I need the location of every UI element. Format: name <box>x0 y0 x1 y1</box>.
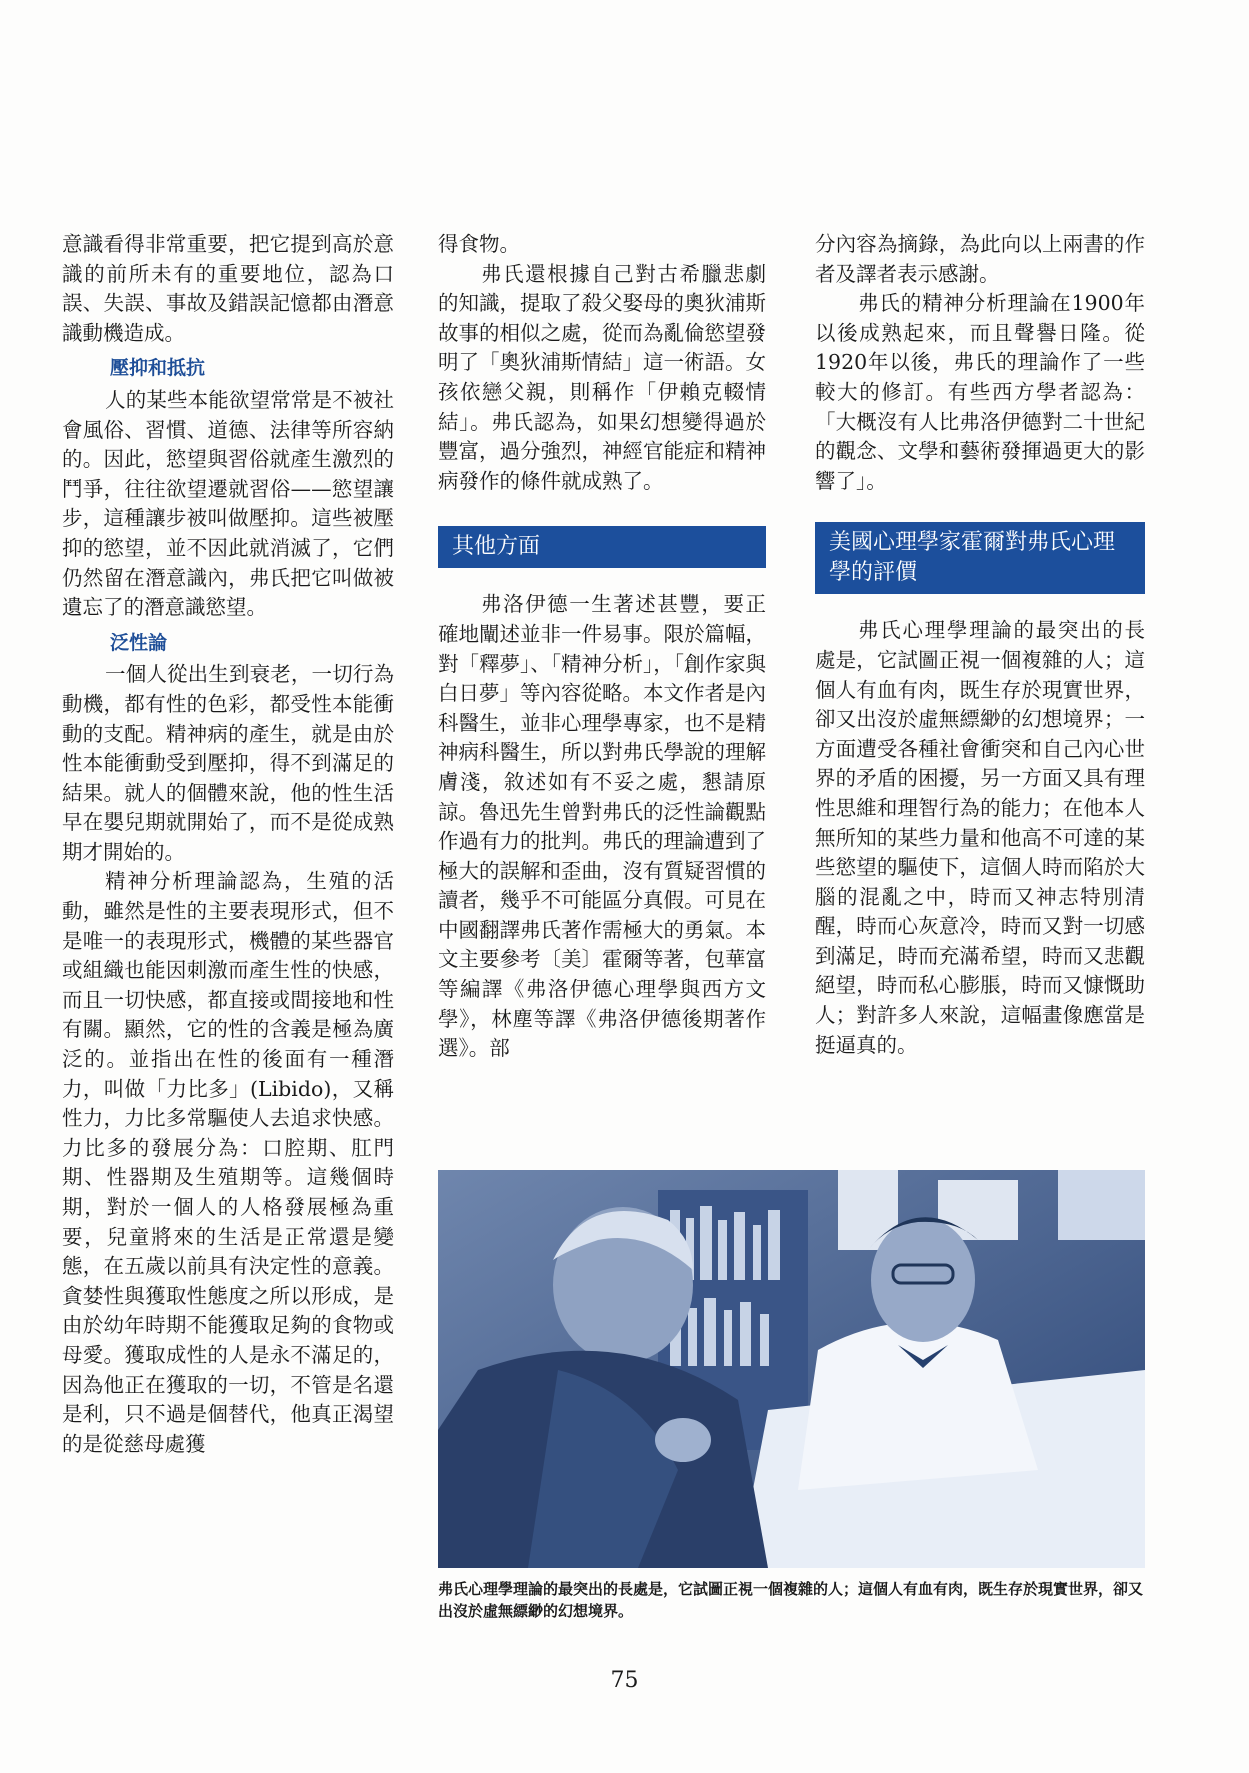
paragraph: 精神分析理論認為，生殖的活動，雖然是性的主要表現形式，但不是唯一的表現形式，機體的某些器官或組織也能因刺激而產生性的快感，而且一切快感，都直接或間接地和性有關。顯然，它的性的含義是極為廣泛的。並指出在性的後面有一種潛力，叫做「力比多」(Libido)，又稱性力，力比多常驅使人去追求快感。力比多的發展分為：口腔期、肛門期、性器期及生殖期等。這幾個時期，對於一個人的人格發展極為重要，兒童將來的生活是正常還是變態，在五歲以前具有決定性的意義。貪婪性與獲取性態度之所以形成，是由於幼年時期不能獲取足夠的食物或母愛。獲取成性的人是永不滿足的，因為他正在獲取的一切，不管是名還是利，只不過是個替代，他真正渴望的是從慈母處獲 <box>62 869 394 1456</box>
column-right <box>815 230 1145 1060</box>
section-title-hall-evaluation: 美國心理學家霍爾對弗氏心理學的評價 <box>815 522 1145 594</box>
column-left <box>62 230 394 1459</box>
paragraph: 一個人從出生到衰老，一切行為動機，都有性的色彩，都受性本能衝動的支配。精神病的產生，就是由於性本能衝動受到壓抑，得不到滿足的結果。就人的個體來說，他的性生活早在嬰兒期就開始了，而不是從成熟期才開始的。 <box>62 662 394 864</box>
paragraph: 得食物。 <box>438 232 520 256</box>
paragraph: 意識看得非常重要，把它提到高於意識的前所未有的重要地位，認為口誤、失誤、事故及錯誤記憶都由潛意識動機造成。 <box>62 232 394 345</box>
photo-two-men <box>438 1170 1145 1568</box>
page-number: 75 <box>610 1668 639 1693</box>
subheading-repression: 壓抑和抵抗 <box>110 357 206 380</box>
paragraph: 人的某些本能欲望常常是不被社會風俗、習慣、道德、法律等所容納的。因此，慾望與習俗就產生激烈的鬥爭，往往欲望遷就習俗——慾望讓步，這種讓步被叫做壓抑。這些被壓抑的慾望，並不因此就消滅了，它們仍然留在潛意識內，弗氏把它叫做被遺忘了的潛意識慾望。 <box>62 387 394 620</box>
paragraph: 弗氏心理學理論的最突出的長處是，它試圖正視一個複雜的人；這個人有血有肉，既生存於現實世界，卻又出沒於虛無縹緲的幻想境界；一方面遭受各種社會衝突和自己內心世界的矛盾的困擾，另一方面又具有理性思維和理智行為的能力；在他本人無所知的某些力量和他高不可達的某些慾望的驅使下，這個人時而陷於大腦的混亂之中，時而又神志特別清醒，時而心灰意冷，時而又對一切感到滿足，時而充滿希望，時而又悲觀絕望，時而私心膨脹，時而又慷慨助人；對許多人來說，這幅畫像應當是挺逼真的。 <box>815 618 1145 1057</box>
paragraph: 分內容為摘錄，為此向以上兩書的作者及譯者表示感謝。 <box>815 232 1145 286</box>
column-middle <box>438 230 766 1064</box>
paragraph: 弗洛伊德一生著述甚豐，要正確地闡述並非一件易事。限於篇幅，對「釋夢」、「精神分析」，「創作家與白日夢」等內容從略。本文作者是內科醫生，並非心理學專家，也不是精神病科醫生，所以對弗氏學說的理解膚淺，敘述如有不妥之處，懇請原諒。魯迅先生曾對弗氏的泛性論觀點作過有力的批判。弗氏的理論遭到了極大的誤解和歪曲，沒有質疑習慣的讀者，幾乎不可能區分真假。可見在中國翻譯弗氏著作需極大的勇氣。本文主要參考〔美〕霍爾等著，包華富等編譯《弗洛伊德心理學與西方文學》，林塵等譯《弗洛伊德後期著作選》。部 <box>438 592 766 1061</box>
paragraph: 弗氏的精神分析理論在1900年以後成熟起來，而且聲譽日隆。從1920年以後，弗氏的理論作了一些較大的修訂。有些西方學者認為：「大概沒有人比弗洛伊德對二十世紀的觀念、文學和藝術發揮過更大的影響了」。 <box>815 291 1145 493</box>
subheading-pansexualism: 泛性論 <box>110 631 168 654</box>
paragraph: 弗氏還根據自己對古希臘悲劇的知識，提取了殺父娶母的奧狄浦斯故事的相似之處，從而為亂倫慾望發明了「奧狄浦斯情結」這一術語。女孩依戀父親，則稱作「伊賴克輟情結」。弗氏認為，如果幻想變得過於豐富，過分強烈，神經官能症和精神病發作的條件就成熟了。 <box>438 261 766 493</box>
section-title-other-aspects: 其他方面 <box>438 526 766 568</box>
photo-caption: 弗氏心理學理論的最突出的長處是，它試圖正視一個複雜的人；這個人有血有肉，既生存於現實世界，卻又出沒於虛無縹緲的幻想境界。 <box>438 1580 1144 1620</box>
